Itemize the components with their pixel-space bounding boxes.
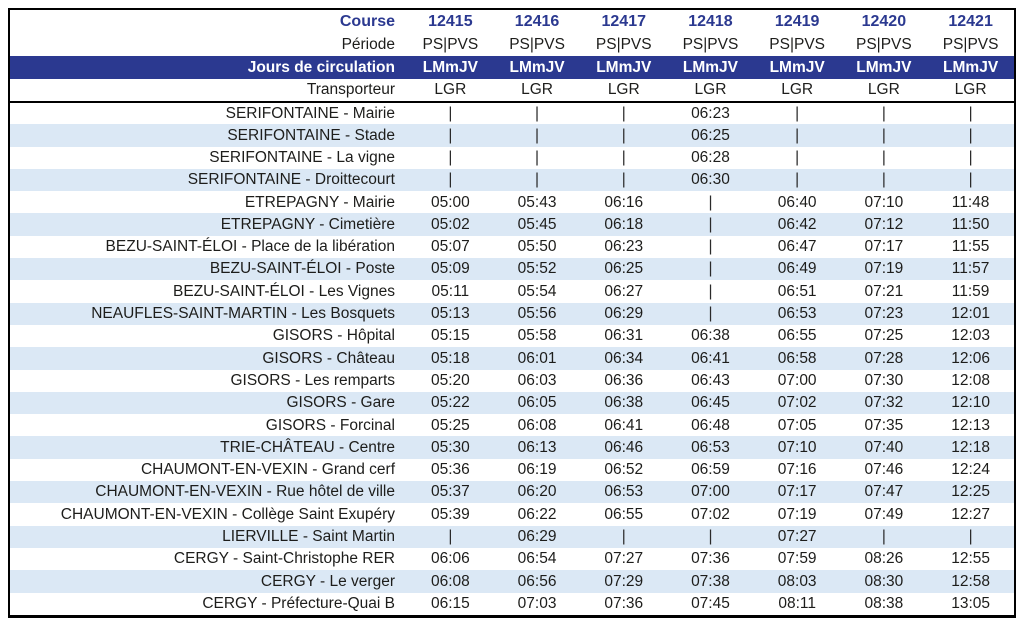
timetable xyxy=(10,10,1014,615)
time-cell: 06:51 xyxy=(777,282,817,300)
time-cell: 08:03 xyxy=(777,572,817,590)
course-value-cell: 12415 xyxy=(428,12,473,30)
time-cell: 06:25 xyxy=(604,260,644,278)
no-stop-cell: | xyxy=(795,148,800,166)
stop-row xyxy=(10,570,1014,592)
time-cell: 07:47 xyxy=(864,483,904,501)
course-row-label: Course xyxy=(339,12,395,30)
time-cell: 06:55 xyxy=(777,327,817,345)
time-cell: 12:10 xyxy=(951,394,990,412)
stop-name-cell: LIERVILLE - Saint Martin xyxy=(222,528,395,546)
time-cell: 06:29 xyxy=(604,305,644,323)
no-stop-cell: | xyxy=(881,148,886,166)
time-cell: 07:29 xyxy=(604,572,644,590)
jours-value-cell: LMmJV xyxy=(856,58,912,76)
stop-name-cell: SERIFONTAINE - Mairie xyxy=(225,104,395,122)
header-row-transporteur xyxy=(10,79,1014,102)
time-cell: 06:46 xyxy=(604,438,644,456)
stop-name-cell: ETREPAGNY - Mairie xyxy=(244,193,395,211)
time-cell: 07:02 xyxy=(777,394,817,412)
time-cell: 05:52 xyxy=(517,260,557,278)
time-cell: 05:39 xyxy=(430,505,470,523)
no-stop-cell: | xyxy=(448,104,453,122)
time-cell: 06:38 xyxy=(604,394,644,412)
no-stop-cell: | xyxy=(795,171,800,189)
time-cell: 05:02 xyxy=(430,215,470,233)
no-stop-cell: | xyxy=(968,126,973,144)
time-cell: 06:40 xyxy=(777,193,817,211)
stop-row xyxy=(10,147,1014,169)
time-cell: 06:13 xyxy=(517,438,557,456)
time-cell: 11:50 xyxy=(951,215,990,233)
timetable-body xyxy=(10,102,1014,615)
time-cell: 06:42 xyxy=(777,215,817,233)
stop-row xyxy=(10,347,1014,369)
no-stop-cell: | xyxy=(708,215,713,233)
time-cell: 05:36 xyxy=(430,461,470,479)
stop-row xyxy=(10,593,1014,615)
stop-row xyxy=(10,258,1014,280)
time-cell: 12:13 xyxy=(951,416,990,434)
no-stop-cell: | xyxy=(881,126,886,144)
transporteur-value-cell: LGR xyxy=(867,81,900,99)
time-cell: 12:27 xyxy=(951,505,990,523)
no-stop-cell: | xyxy=(795,104,800,122)
stop-row xyxy=(10,414,1014,436)
time-cell: 11:48 xyxy=(951,193,990,211)
stop-name-cell: SERIFONTAINE - La vigne xyxy=(209,148,395,166)
time-cell: 08:30 xyxy=(864,572,904,590)
transporteur-value-cell: LGR xyxy=(954,81,987,99)
time-cell: 06:05 xyxy=(517,394,557,412)
stop-name-cell: SERIFONTAINE - Stade xyxy=(227,126,395,144)
no-stop-cell: | xyxy=(448,148,453,166)
time-cell: 07:17 xyxy=(864,238,904,256)
time-cell: 07:05 xyxy=(777,416,817,434)
timetable-header xyxy=(10,10,1014,102)
periode-value-cell: PS|PVS xyxy=(509,35,565,53)
course-value-cell: 12418 xyxy=(688,12,733,30)
stop-name-cell: GISORS - Forcinal xyxy=(265,416,395,434)
time-cell: 06:22 xyxy=(517,505,557,523)
time-cell: 06:08 xyxy=(517,416,557,434)
time-cell: 05:09 xyxy=(430,260,470,278)
periode-value-cell: PS|PVS xyxy=(769,35,826,53)
stop-name-cell: BEZU-SAINT-ÉLOI - Les Vignes xyxy=(173,282,395,300)
stop-row xyxy=(10,436,1014,458)
time-cell: 07:59 xyxy=(777,550,817,568)
no-stop-cell: | xyxy=(535,148,540,166)
time-cell: 08:38 xyxy=(864,595,904,613)
time-cell: 06:29 xyxy=(517,528,557,546)
time-cell: 08:26 xyxy=(864,550,904,568)
time-cell: 07:16 xyxy=(777,461,817,479)
course-value-cell: 12417 xyxy=(601,12,646,30)
no-stop-cell: | xyxy=(708,193,713,211)
time-cell: 06:43 xyxy=(691,371,730,389)
time-cell: 07:38 xyxy=(691,572,730,590)
stop-row xyxy=(10,303,1014,325)
no-stop-cell: | xyxy=(968,148,973,166)
stop-row xyxy=(10,236,1014,258)
time-cell: 05:43 xyxy=(517,193,557,211)
time-cell: 05:11 xyxy=(431,282,470,300)
time-cell: 06:16 xyxy=(604,193,644,211)
time-cell: 05:45 xyxy=(517,215,557,233)
transporteur-value-cell: LGR xyxy=(521,81,553,99)
stop-row xyxy=(10,124,1014,146)
time-cell: 05:00 xyxy=(430,193,470,211)
time-cell: 06:23 xyxy=(604,238,644,256)
no-stop-cell: | xyxy=(708,238,713,256)
time-cell: 07:36 xyxy=(604,595,644,613)
stop-row xyxy=(10,392,1014,414)
time-cell: 06:03 xyxy=(517,371,557,389)
no-stop-cell: | xyxy=(881,104,886,122)
time-cell: 06:58 xyxy=(777,349,817,367)
time-cell: 12:58 xyxy=(951,572,990,590)
time-cell: 06:25 xyxy=(691,126,730,144)
course-value-cell: 12420 xyxy=(861,12,907,30)
stop-name-cell: CHAUMONT-EN-VEXIN - Grand cerf xyxy=(140,461,395,479)
time-cell: 05:15 xyxy=(430,327,470,345)
time-cell: 06:53 xyxy=(777,305,817,323)
time-cell: 07:40 xyxy=(864,438,904,456)
stop-name-cell: GISORS - Château xyxy=(262,349,395,367)
stop-name-cell: BEZU-SAINT-ÉLOI - Poste xyxy=(209,260,395,278)
no-stop-cell: | xyxy=(708,528,713,546)
no-stop-cell: | xyxy=(621,528,626,546)
no-stop-cell: | xyxy=(708,260,713,278)
no-stop-cell: | xyxy=(448,171,453,189)
time-cell: 05:25 xyxy=(430,416,470,434)
jours-value-cell: LMmJV xyxy=(682,58,739,76)
time-cell: 07:27 xyxy=(777,528,817,546)
time-cell: 12:08 xyxy=(951,371,990,389)
transporteur-value-cell: LGR xyxy=(694,81,727,99)
time-cell: 07:30 xyxy=(864,371,904,389)
time-cell: 06:28 xyxy=(691,148,730,166)
time-cell: 11:57 xyxy=(951,260,990,278)
no-stop-cell: | xyxy=(621,171,626,189)
time-cell: 05:22 xyxy=(430,394,470,412)
periode-value-cell: PS|PVS xyxy=(595,35,652,53)
no-stop-cell: | xyxy=(795,126,800,144)
transporteur-value-cell: LGR xyxy=(607,81,640,99)
no-stop-cell: | xyxy=(968,104,973,122)
stop-name-cell: CERGY - Le verger xyxy=(260,572,395,590)
jours-value-cell: LMmJV xyxy=(422,58,478,76)
stop-row xyxy=(10,280,1014,302)
time-cell: 06:41 xyxy=(691,349,730,367)
time-cell: 07:19 xyxy=(864,260,904,278)
time-cell: 12:24 xyxy=(951,461,990,479)
time-cell: 13:05 xyxy=(951,595,990,613)
course-value-cell: 12419 xyxy=(774,12,820,30)
stop-name-cell: GISORS - Gare xyxy=(286,394,395,412)
time-cell: 07:27 xyxy=(604,550,644,568)
no-stop-cell: | xyxy=(881,171,886,189)
time-cell: 06:06 xyxy=(430,550,470,568)
stop-row xyxy=(10,481,1014,503)
no-stop-cell: | xyxy=(535,171,540,189)
stop-name-cell: TRIE-CHÂTEAU - Centre xyxy=(220,438,395,456)
periode-value-cell: PS|PVS xyxy=(856,35,912,53)
periode-value-cell: PS|PVS xyxy=(942,35,999,53)
stop-row xyxy=(10,191,1014,213)
periode-row-label: Période xyxy=(341,35,395,53)
no-stop-cell: | xyxy=(448,126,453,144)
no-stop-cell: | xyxy=(881,528,886,546)
time-cell: 06:52 xyxy=(604,461,644,479)
stop-row xyxy=(10,102,1014,124)
time-cell: 06:53 xyxy=(691,438,730,456)
header-row-course xyxy=(10,10,1014,33)
no-stop-cell: | xyxy=(535,126,540,144)
stop-row xyxy=(10,548,1014,570)
stop-name-cell: CHAUMONT-EN-VEXIN - Collège Saint Exupéry xyxy=(60,505,395,523)
time-cell: 07:02 xyxy=(691,505,730,523)
stop-row xyxy=(10,503,1014,525)
periode-value-cell: PS|PVS xyxy=(682,35,739,53)
stop-row xyxy=(10,526,1014,548)
time-cell: 07:46 xyxy=(864,461,904,479)
time-cell: 06:48 xyxy=(691,416,730,434)
time-cell: 06:59 xyxy=(691,461,730,479)
timetable-frame xyxy=(8,8,1016,618)
stop-row xyxy=(10,169,1014,191)
time-cell: 06:01 xyxy=(517,349,557,367)
stop-name-cell: CERGY - Saint-Christophe RER xyxy=(173,550,395,568)
time-cell: 06:45 xyxy=(691,394,730,412)
time-cell: 11:55 xyxy=(951,238,990,256)
time-cell: 06:23 xyxy=(691,104,730,122)
time-cell: 07:23 xyxy=(864,305,904,323)
no-stop-cell: | xyxy=(621,126,626,144)
time-cell: 12:25 xyxy=(951,483,990,501)
header-row-periode xyxy=(10,33,1014,56)
stop-name-cell: GISORS - Hôpital xyxy=(272,327,395,345)
time-cell: 07:12 xyxy=(864,215,904,233)
time-cell: 05:58 xyxy=(517,327,557,345)
time-cell: 06:47 xyxy=(777,238,817,256)
no-stop-cell: | xyxy=(448,528,453,546)
time-cell: 07:21 xyxy=(864,282,904,300)
time-cell: 07:28 xyxy=(864,349,904,367)
jours-value-cell: LMmJV xyxy=(943,58,999,76)
time-cell: 06:54 xyxy=(517,550,557,568)
time-cell: 07:49 xyxy=(864,505,904,523)
time-cell: 06:38 xyxy=(691,327,730,345)
stop-name-cell: BEZU-SAINT-ÉLOI - Place de la libération xyxy=(105,238,395,256)
stop-row xyxy=(10,213,1014,235)
time-cell: 12:18 xyxy=(951,438,990,456)
time-cell: 07:17 xyxy=(777,483,817,501)
time-cell: 11:59 xyxy=(951,282,990,300)
time-cell: 05:18 xyxy=(430,349,470,367)
time-cell: 06:08 xyxy=(430,572,470,590)
no-stop-cell: | xyxy=(535,104,540,122)
time-cell: 07:25 xyxy=(864,327,904,345)
jours-value-cell: LMmJV xyxy=(596,58,652,76)
jours-row-label: Jours de circulation xyxy=(247,58,395,76)
time-cell: 05:07 xyxy=(430,238,470,256)
time-cell: 06:30 xyxy=(691,171,730,189)
time-cell: 07:10 xyxy=(864,193,904,211)
time-cell: 05:56 xyxy=(517,305,557,323)
no-stop-cell: | xyxy=(708,282,713,300)
time-cell: 06:20 xyxy=(517,483,557,501)
transporteur-value-cell: LGR xyxy=(434,81,467,99)
time-cell: 06:55 xyxy=(604,505,644,523)
time-cell: 05:30 xyxy=(430,438,470,456)
jours-value-cell: LMmJV xyxy=(509,58,565,76)
time-cell: 12:03 xyxy=(951,327,990,345)
time-cell: 07:03 xyxy=(517,595,557,613)
no-stop-cell: | xyxy=(621,148,626,166)
header-row-jours xyxy=(10,56,1014,79)
time-cell: 07:00 xyxy=(777,371,817,389)
no-stop-cell: | xyxy=(621,104,626,122)
stop-row xyxy=(10,325,1014,347)
time-cell: 07:45 xyxy=(691,595,730,613)
time-cell: 06:34 xyxy=(604,349,644,367)
time-cell: 07:36 xyxy=(691,550,730,568)
time-cell: 06:15 xyxy=(430,595,470,613)
transporteur-value-cell: LGR xyxy=(781,81,814,99)
time-cell: 05:13 xyxy=(430,305,470,323)
no-stop-cell: | xyxy=(708,305,713,323)
time-cell: 06:56 xyxy=(517,572,557,590)
time-cell: 12:06 xyxy=(951,349,990,367)
time-cell: 05:50 xyxy=(517,238,557,256)
time-cell: 06:41 xyxy=(604,416,644,434)
course-value-cell: 12421 xyxy=(948,12,993,30)
stop-name-cell: CERGY - Préfecture-Quai B xyxy=(202,595,395,613)
time-cell: 05:37 xyxy=(430,483,470,501)
time-cell: 08:11 xyxy=(778,595,816,613)
time-cell: 05:54 xyxy=(517,282,557,300)
stop-row xyxy=(10,370,1014,392)
stop-name-cell: NEAUFLES-SAINT-MARTIN - Les Bosquets xyxy=(91,305,395,323)
time-cell: 06:49 xyxy=(777,260,817,278)
periode-value-cell: PS|PVS xyxy=(422,35,479,53)
stop-name-cell: GISORS - Les remparts xyxy=(230,371,395,389)
time-cell: 07:19 xyxy=(777,505,817,523)
time-cell: 06:53 xyxy=(604,483,644,501)
time-cell: 12:55 xyxy=(951,550,990,568)
jours-value-cell: LMmJV xyxy=(769,58,825,76)
stop-row xyxy=(10,459,1014,481)
no-stop-cell: | xyxy=(968,528,973,546)
time-cell: 06:19 xyxy=(517,461,557,479)
no-stop-cell: | xyxy=(968,171,973,189)
stop-name-cell: CHAUMONT-EN-VEXIN - Rue hôtel de ville xyxy=(95,483,395,501)
time-cell: 12:01 xyxy=(951,305,990,323)
course-value-cell: 12416 xyxy=(514,12,560,30)
stop-name-cell: SERIFONTAINE - Droittecourt xyxy=(187,171,395,189)
stop-name-cell: ETREPAGNY - Cimetière xyxy=(220,215,395,233)
time-cell: 07:10 xyxy=(777,438,817,456)
time-cell: 07:32 xyxy=(864,394,904,412)
time-cell: 06:27 xyxy=(604,282,644,300)
time-cell: 06:31 xyxy=(604,327,644,345)
transporteur-row-label: Transporteur xyxy=(306,81,395,99)
time-cell: 05:20 xyxy=(430,371,470,389)
time-cell: 06:36 xyxy=(604,371,644,389)
time-cell: 07:35 xyxy=(864,416,904,434)
time-cell: 06:18 xyxy=(604,215,644,233)
time-cell: 07:00 xyxy=(691,483,730,501)
